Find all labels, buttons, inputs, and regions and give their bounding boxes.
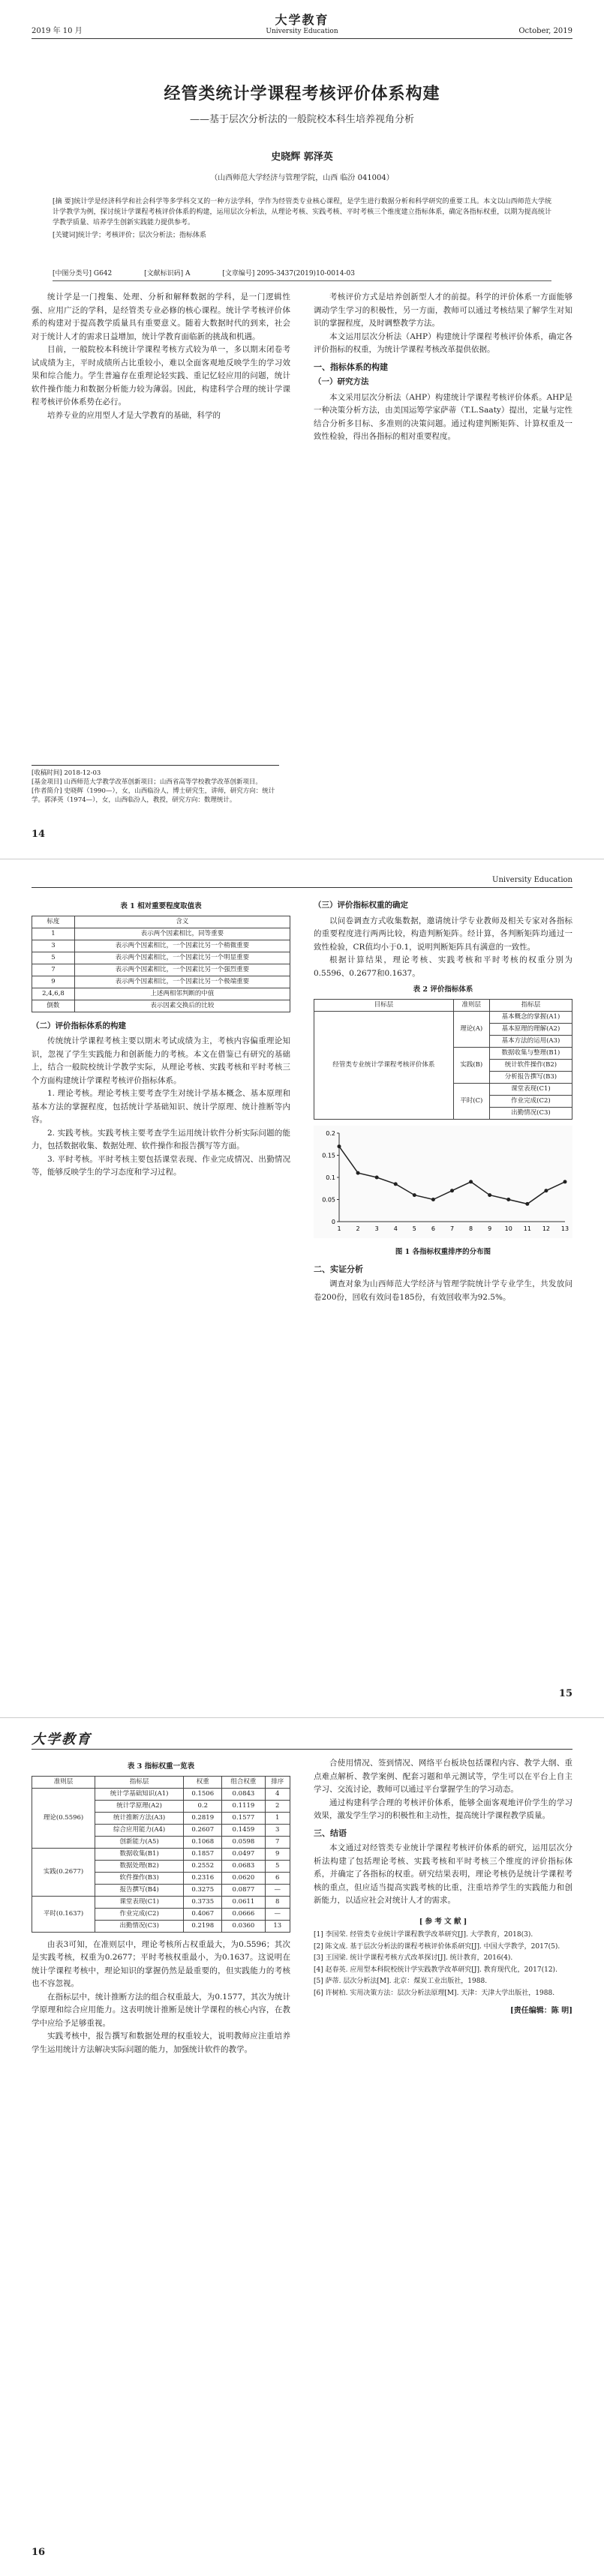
table-cell: 8 xyxy=(265,1896,290,1908)
references-title: [ 参 考 文 献 ] xyxy=(419,1917,467,1926)
table-cell: 0.0611 xyxy=(222,1896,265,1908)
x-tick-label: 13 xyxy=(560,1225,569,1232)
table-cell: 实践(0.2677) xyxy=(32,1848,95,1896)
table-caption: 表 2 评价指标体系 xyxy=(413,985,473,994)
table-cell: 0.3735 xyxy=(184,1896,222,1908)
table-cell: 9 xyxy=(32,976,75,988)
paragraph: 考核评价方式是培养创新型人才的前提。科学的评价体系一方面能够调动学生学习的积极性，另一方面，教师可以通过考核结果了解学生对知识的掌握程度，及时调整教学方法。 xyxy=(314,292,572,328)
table-cell: 表示两个因素相比，一个因素比另一个明显重要 xyxy=(74,952,290,964)
table-cell: 软件操作(B3) xyxy=(95,1872,184,1884)
paragraph: 目前，一般院校本科统计学课程考核方式较为单一，多以期末闭卷考试成绩为主，平时成绩所占比重较小，难以全面客观地反映学生的学习效果和综合能力。学生普遍存在重理论轻实践、重记忆轻应用的问题，统计软件操作能力和数据分析能力较为薄弱。因此，构建科学合理的统计学课程考核评价体系势在必行。 xyxy=(32,345,290,406)
column-left xyxy=(32,291,290,422)
x-tick-label: 4 xyxy=(393,1225,398,1232)
table-cell: 0.0598 xyxy=(222,1836,265,1848)
table-cell: 9 xyxy=(265,1848,290,1860)
table-cell: 创新能力(A5) xyxy=(95,1836,184,1848)
paragraph: 2. 实践考核。实践考核主要考查学生运用统计软件分析实际问题的能力，包括数据收集、数据处理、软件操作和报告撰写等方面。 xyxy=(32,1128,290,1150)
data-point xyxy=(563,1180,567,1183)
data-point xyxy=(506,1198,510,1201)
table-cell: 0.2552 xyxy=(184,1860,222,1872)
table-cell: 0.1857 xyxy=(184,1848,222,1860)
data-point xyxy=(450,1189,454,1192)
data-point xyxy=(469,1180,473,1183)
page-2 xyxy=(0,859,604,1717)
table-cell: 平时(C) xyxy=(453,1083,489,1119)
table-cell: 13 xyxy=(265,1920,290,1932)
table-row xyxy=(32,940,290,952)
table-cell: 理论(A) xyxy=(453,1011,489,1047)
page-1 xyxy=(0,0,604,859)
table-row xyxy=(32,1788,290,1800)
weight-line-chart xyxy=(314,1126,572,1238)
table-row xyxy=(32,988,290,1000)
y-tick-label: 0 xyxy=(331,1218,335,1225)
table-cell: 表示两个因素相比，同等重要 xyxy=(74,928,290,940)
table-cell: 统计软件操作(B2) xyxy=(489,1059,572,1071)
table-cell: 1 xyxy=(265,1812,290,1824)
paragraph: 本文通过对经管类专业统计学课程考核评价体系的研究，运用层次分析法构建了包括理论考核、实践考核和平时考核三个维度的评价指标体系，并确定了各指标的权重。研究结果表明，理论考核仍是统计学课程考核的重点，但应适当提高实践考核的比重，注重培养学生的实践能力和创新能力，以适应社会对统计人才的需求。 xyxy=(314,1843,572,1905)
header-date-en: October, 2019 xyxy=(518,27,572,35)
table-header: 指标层 xyxy=(489,999,572,1011)
y-tick-label: 0.2 xyxy=(326,1129,335,1137)
paragraph: 通过构建科学合理的考核评价体系，能够全面客观地评价学生的学习效果，激发学生学习的积极性和主动性，提高统计学课程教学质量。 xyxy=(314,1798,572,1820)
article-subtitle: ——基于层次分析法的一般院校本科生培养视角分析 xyxy=(189,114,414,125)
x-tick-label: 7 xyxy=(449,1225,455,1232)
table-row xyxy=(314,1011,572,1023)
table-cell: 0.2198 xyxy=(184,1920,222,1932)
weight-table xyxy=(32,1776,290,1933)
table-cell: 1 xyxy=(32,928,75,940)
x-tick-label: 2 xyxy=(356,1225,360,1232)
table-header: 准则层 xyxy=(32,1776,95,1788)
table-cell: 表示两个因素相比，一个因素比另一个稍微重要 xyxy=(74,940,290,952)
doc-code: [文献标识码] A xyxy=(144,270,191,277)
reference-item: [4] 赵春英. 应用型本科院校统计学实践教学改革研究[J]. 教育现代化，2017(12). xyxy=(314,1966,557,1974)
column-right xyxy=(314,291,572,444)
section-heading: 三、结语 xyxy=(314,1828,347,1838)
table-cell: 2 xyxy=(265,1800,290,1812)
editor-note: [责任编辑：陈 明] xyxy=(510,2007,572,2015)
table-cell: 课堂表现(C1) xyxy=(489,1083,572,1095)
table-cell: 分析报告撰写(B3) xyxy=(489,1071,572,1083)
table-cell: 0.0683 xyxy=(222,1860,265,1872)
table-cell: 统计学原理(A2) xyxy=(95,1800,184,1812)
table-header: 组合权重 xyxy=(222,1776,265,1788)
table-cell: 0.0360 xyxy=(222,1920,265,1932)
table-cell: 0.0843 xyxy=(222,1788,265,1800)
affiliation: （山西师范大学经济与管理学院，山西 临汾 041004） xyxy=(210,174,394,182)
table-cell: 出勤情况(C3) xyxy=(95,1920,184,1932)
paragraph: 统计学是一门搜集、处理、分析和解释数据的学科，是一门逻辑性强、应用广泛的学科，是经管类专业必修的核心课程。统计学考核评价体系的构建对于提高教学质量具有重要意义。随着大数据时代的到来，社会对于统计人才的需求日益增加，统计学教育面临新的挑战和机遇。 xyxy=(32,292,290,341)
clc-number: [中图分类号] G642 xyxy=(53,270,113,277)
article-number: [文章编号] 2095-3437(2019)10-0014-03 xyxy=(222,270,355,277)
page-header xyxy=(32,10,572,39)
footnote: [收稿时间] 2018-12-03 [基金项目] 山西师范大学教学改革创新项目；山西省高等学校教学改革创新项目。 [作者简介] 史晓辉（1990—），女，山西临汾人，博士研究生，讲师，研究方向：统计学。郭泽英（1974—），女，山西临汾人，教授，研究方向：数理统计。 xyxy=(32,765,279,805)
table-cell: 2,4,6,8 xyxy=(32,988,75,1000)
subsection-heading: （一）研究方法 xyxy=(314,377,369,386)
data-point xyxy=(356,1171,360,1174)
journal-title: 大学教育 xyxy=(275,13,329,27)
page-3 xyxy=(0,1717,604,2576)
scale-table xyxy=(32,916,290,1012)
table-cell: 倒数 xyxy=(32,1000,75,1012)
table-cell: 数据收集(B1) xyxy=(95,1848,184,1860)
data-point xyxy=(525,1201,529,1205)
table-cell: 作业完成(C2) xyxy=(95,1908,184,1920)
table-cell: 0.2 xyxy=(184,1800,222,1812)
table-cell: 表示两个因素相比，一个因素比另一个极端重要 xyxy=(74,976,290,988)
table-row xyxy=(32,976,290,988)
table-cell: 表示两个因素相比，一个因素比另一个强烈重要 xyxy=(74,964,290,976)
x-tick-label: 10 xyxy=(504,1225,512,1232)
table-cell: 5 xyxy=(265,1860,290,1872)
table-cell: 实践(B) xyxy=(453,1047,489,1083)
table-cell: 0.2607 xyxy=(184,1824,222,1836)
table-header: 含义 xyxy=(74,916,290,928)
reference-item: [5] 萨蒂. 层次分析法[M]. 北京：煤炭工业出版社，1988. xyxy=(314,1978,488,1985)
column-left xyxy=(32,897,290,1180)
paragraph: 3. 平时考核。平时考核主要包括课堂表现、作业完成情况、出勤情况等，能够反映学生的学习态度和学习过程。 xyxy=(32,1154,290,1177)
table-cell: 5 xyxy=(32,952,75,964)
table-caption: 表 1 相对重要程度取值表 xyxy=(120,902,202,910)
header-journal-en: University Education xyxy=(492,876,572,884)
table-row xyxy=(32,1000,290,1012)
table-cell: 基本原理的理解(A2) xyxy=(489,1023,572,1035)
x-tick-label: 8 xyxy=(469,1225,473,1232)
data-point xyxy=(413,1193,416,1197)
x-tick-label: 11 xyxy=(523,1225,531,1232)
x-tick-label: 1 xyxy=(337,1225,341,1232)
abstract-block xyxy=(53,196,551,243)
paragraph: 调查对象为山西师范大学经济与管理学院统计学专业学生，共发放问卷200份，回收有效问卷185份，有效回收率为92.5%。 xyxy=(314,1279,572,1302)
table-header: 排序 xyxy=(265,1776,290,1788)
table-cell: 课堂表现(C1) xyxy=(95,1896,184,1908)
data-point xyxy=(394,1182,398,1186)
paragraph: 传统统计学课程考核主要以期末考试成绩为主，考核内容偏重理论知识，忽视了学生实践能力和创新能力的考核。本文在借鉴已有研究的基础上，结合一般院校统计学教学实际，从理论考核、实践考核和平时考核三个方面构建统计学课程考核评价指标体系。 xyxy=(32,1036,290,1085)
paragraph: 合使用情况、签到情况、网络平台板块包括课程内容、教学大纲、重点难点解析、教学案例、配套习题和单元测试等，学生可以在平台上自主学习、交流讨论，教师可以通过平台掌握学生的学习动态。 xyxy=(314,1759,572,1794)
table-row xyxy=(32,928,290,940)
table-cell: 平时(0.1637) xyxy=(32,1896,95,1932)
table-cell: 3 xyxy=(265,1824,290,1836)
authors: 史晓辉 郭泽英 xyxy=(271,151,333,163)
table-cell: 7 xyxy=(265,1836,290,1848)
column-right xyxy=(314,897,572,1304)
journal-masthead xyxy=(32,10,572,35)
subsection-heading: （二）评价指标体系的构建 xyxy=(32,1021,126,1030)
x-tick-label: 9 xyxy=(488,1225,492,1232)
table-cell: 统计推断方法(A3) xyxy=(95,1812,184,1824)
table-cell: 0.1068 xyxy=(184,1836,222,1848)
section-heading: 二、实证分析 xyxy=(314,1264,363,1274)
data-point xyxy=(544,1189,548,1192)
paragraph: 本文运用层次分析法（AHP）构建统计学课程考核评价体系，确定各评价指标的权重，为统计学课程考核改革提供依据。 xyxy=(314,331,572,354)
paragraph: 由表3可知，在准则层中，理论考核所占权重最大，为0.5596；其次是实践考核，权重为0.2677；平时考核权重最小，为0.1637。这说明在统计学课程考核中，理论知识的掌握仍然是最重要的，但实践能力的考核也不容忽视。 xyxy=(32,1939,290,1988)
y-tick-label: 0.15 xyxy=(322,1152,335,1159)
page-number: 16 xyxy=(32,2547,46,2558)
x-tick-label: 12 xyxy=(542,1225,551,1232)
data-point xyxy=(431,1198,435,1201)
table-header: 指标层 xyxy=(95,1776,184,1788)
table-row xyxy=(32,952,290,964)
table-cell: 0.4067 xyxy=(184,1908,222,1920)
paragraph: 在指标层中，统计推断方法的组合权重最大，为0.1577，其次为统计学原理和综合应用能力。这表明统计推断是统计学课程的核心内容，在教学中应给予足够重视。 xyxy=(32,1992,290,2028)
x-tick-label: 3 xyxy=(374,1225,379,1232)
table-cell: 0.0666 xyxy=(222,1908,265,1920)
table-cell: 0.1577 xyxy=(222,1812,265,1824)
indicator-table xyxy=(314,999,572,1120)
page-header xyxy=(32,1729,572,1750)
page-number: 15 xyxy=(558,1688,572,1699)
paragraph: 1. 理论考核。理论考核主要考查学生对统计学基本概念、基本原理和基本方法的掌握程度，包括统计学基础知识、统计学原理、统计推断等内容。 xyxy=(32,1089,290,1124)
journal-title-en: University Education xyxy=(266,28,338,35)
data-point xyxy=(338,1144,341,1148)
reference-item: [3] 王国梁. 统计学课程考核方式改革探讨[J]. 统计教育，2016(4). xyxy=(314,1954,513,1962)
table-cell: 报告撰写(B4) xyxy=(95,1884,184,1896)
table-cell: 表示因素交换后的比较 xyxy=(74,1000,290,1012)
table-cell: 6 xyxy=(265,1872,290,1884)
paragraph: 以问卷调查方式收集数据，邀请统计学专业教师及相关专家对各指标的重要程度进行两两比较，构造判断矩阵。经计算，各判断矩阵均通过一致性检验，CR值均小于0.1，说明判断矩阵具有满意的一致性。 xyxy=(314,916,572,952)
journal-logo: 大学教育 xyxy=(32,1732,92,1747)
table-caption: 表 3 指标权重一览表 xyxy=(127,1762,195,1771)
paragraph: 根据计算结果，理论考核、实践考核和平时考核的权重分别为0.5596、0.2677和0.1637。 xyxy=(314,955,572,978)
table-cell: — xyxy=(265,1908,290,1920)
section-heading: 一、指标体系的构建 xyxy=(314,361,388,372)
table-cell: 0.0877 xyxy=(222,1884,265,1896)
table-cell: 综合应用能力(A4) xyxy=(95,1824,184,1836)
table-cell: 出勤情况(C3) xyxy=(489,1107,572,1119)
y-tick-label: 0.05 xyxy=(322,1196,335,1203)
table-cell: 0.0620 xyxy=(222,1872,265,1884)
series-line xyxy=(339,1146,565,1204)
header-date: 2019 年 10 月 xyxy=(32,27,83,35)
table-cell: 经管类专业统计学课程考核评价体系 xyxy=(314,1011,454,1119)
classification-line xyxy=(53,268,551,281)
reference-item: [6] 许树柏. 实用决策方法：层次分析法原理[M]. 天津：天津大学出版社，1988. xyxy=(314,1989,555,1997)
article-title: 经管类统计学课程考核评价体系构建 xyxy=(164,84,440,103)
table-cell: 统计学基础知识(A1) xyxy=(95,1788,184,1800)
table-cell: 0.0497 xyxy=(222,1848,265,1860)
table-cell: 3 xyxy=(32,940,75,952)
table-row xyxy=(32,1896,290,1908)
weight-table-body xyxy=(32,1788,290,1932)
table-header: 准则层 xyxy=(453,999,489,1011)
abstract: [摘 要]统计学是经济科学和社会科学等多学科交叉的一种方法学科，学作为经管类专业核心课程，是学生进行数据分析和科学研究的重要工具。本文以山西师范大学统计学教学为例，探讨统计学课程考核评价体系的构建，运用层次分析法，从理论考核、实践考核、平时考核三个维度建立指标体系，确定各指标权重，以期为提高统计学教学质量、培养学生创新实践能力提供参考。 xyxy=(53,198,551,226)
table-cell: — xyxy=(265,1884,290,1896)
x-tick-label: 6 xyxy=(431,1225,435,1232)
table-cell: 0.1459 xyxy=(222,1824,265,1836)
table-cell: 理论(0.5596) xyxy=(32,1788,95,1848)
table-cell: 数据收集与整理(B1) xyxy=(489,1047,572,1059)
table-cell: 基本方法的运用(A3) xyxy=(489,1035,572,1047)
subsection-heading: （三）评价指标权重的确定 xyxy=(314,901,408,910)
table-cell: 上述两相邻判断的中值 xyxy=(74,988,290,1000)
table-cell: 数据处理(B2) xyxy=(95,1860,184,1872)
paragraph: 本文采用层次分析法（AHP）构建统计学课程考核评价体系。AHP是一种决策分析方法，由美国运筹学家萨蒂（T.L.Saaty）提出，定量与定性结合分析多目标、多准则的决策问题。通过构建判断矩阵、计算权重及一致性检验，得出各指标的相对重要程度。 xyxy=(314,392,572,441)
page-header xyxy=(32,870,572,888)
reference-item: [2] 陈文成. 基于层次分析法的课程考核评价体系研究[J]. 中国大学教学，2017(5). xyxy=(314,1942,560,1951)
table-header: 标度 xyxy=(32,916,75,928)
table-cell: 0.1119 xyxy=(222,1800,265,1812)
table-cell: 0.2316 xyxy=(184,1872,222,1884)
y-tick-label: 0.1 xyxy=(326,1174,335,1181)
table-row xyxy=(32,1848,290,1860)
table-header: 目标层 xyxy=(314,999,454,1011)
data-point xyxy=(488,1193,491,1197)
table-cell: 0.1506 xyxy=(184,1788,222,1800)
data-point xyxy=(375,1175,379,1179)
paragraph: 实践考核中，报告撰写和数据处理的权重较大，说明教师应注重培养学生运用统计方法解决实际问题的能力，加强统计软件的教学。 xyxy=(32,2032,290,2054)
keywords: [关键词]统计学；考核评价；层次分析法；指标体系 xyxy=(53,232,207,239)
figure-caption: 图 1 各指标权重排序的分布图 xyxy=(395,1248,491,1256)
column-right xyxy=(314,1757,572,2018)
table-cell: 基本概念的掌握(A1) xyxy=(489,1011,572,1023)
table-cell: 7 xyxy=(32,964,75,976)
table-cell: 作业完成(C2) xyxy=(489,1095,572,1107)
column-left xyxy=(32,1757,290,2056)
table-cell: 0.2819 xyxy=(184,1812,222,1824)
table-header: 权重 xyxy=(184,1776,222,1788)
table-row xyxy=(32,964,290,976)
reference-item: [1] 李国荣. 经管类专业统计学课程教学改革研究[J]. 大学教育，2018(3). xyxy=(314,1931,533,1939)
table-cell: 4 xyxy=(265,1788,290,1800)
x-tick-label: 5 xyxy=(412,1225,416,1232)
page-number: 14 xyxy=(32,829,46,840)
table-cell: 0.3275 xyxy=(184,1884,222,1896)
paragraph: 培养专业的应用型人才是大学教育的基础，科学的 xyxy=(47,410,221,420)
